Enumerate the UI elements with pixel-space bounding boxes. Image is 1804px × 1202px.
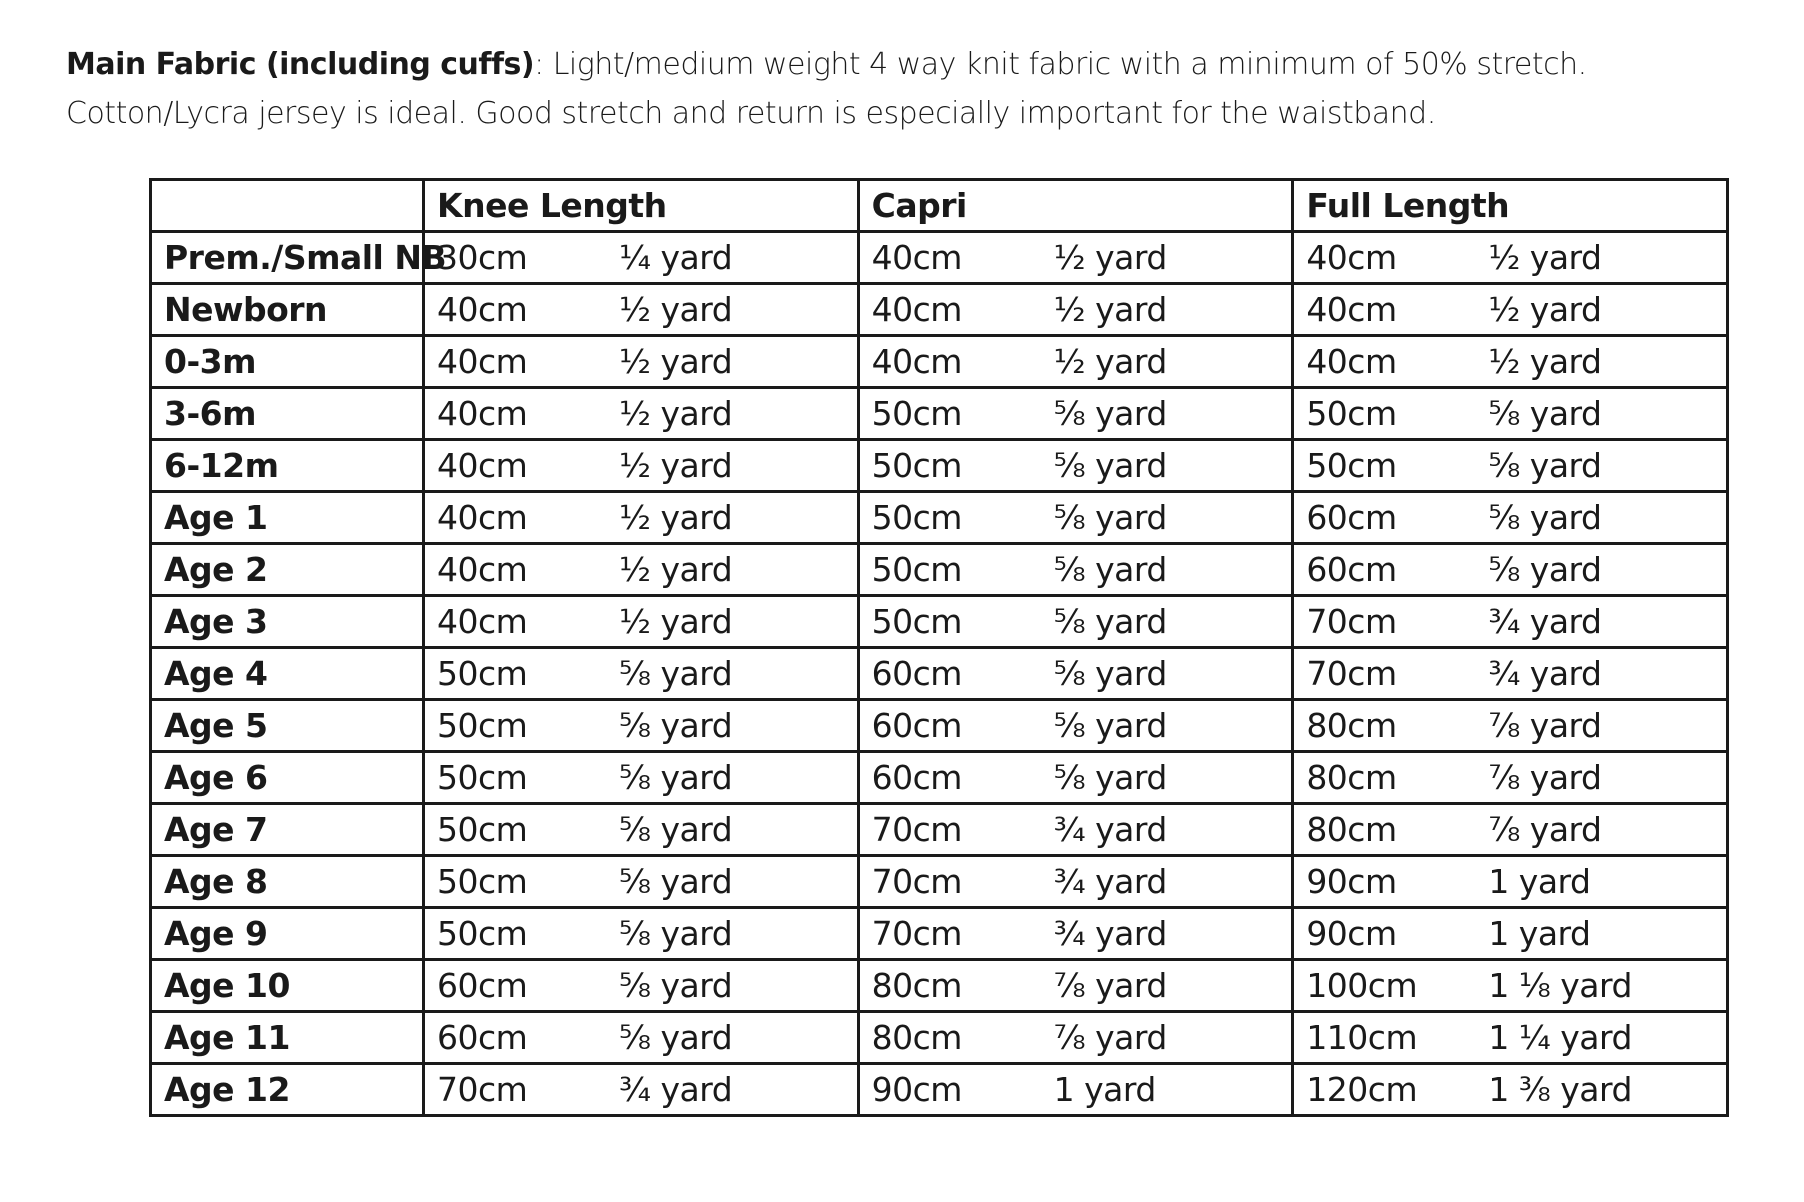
knee-length-cm: 50cm — [437, 914, 528, 953]
full-length-cell — [1293, 1064, 1728, 1116]
size-label: 0-3m — [151, 336, 424, 388]
table-row — [151, 284, 1728, 336]
knee-length-cm: 40cm — [437, 550, 528, 589]
knee-length-cell — [424, 492, 859, 544]
capri-cell — [858, 908, 1293, 960]
size-label: Age 7 — [151, 804, 424, 856]
capri-yard: ⅞ yard — [1053, 1018, 1167, 1057]
capri-yard: ⅝ yard — [1053, 758, 1167, 797]
table-row — [151, 856, 1728, 908]
table-row — [151, 1012, 1728, 1064]
size-label: Age 3 — [151, 596, 424, 648]
knee-length-yard: ⅝ yard — [619, 966, 733, 1005]
table-row — [151, 232, 1728, 284]
capri-cm: 70cm — [871, 862, 962, 901]
knee-length-cell — [424, 856, 859, 908]
table-row — [151, 908, 1728, 960]
size-label: Age 10 — [151, 960, 424, 1012]
capri-yard: ½ yard — [1053, 290, 1167, 329]
size-label: 6-12m — [151, 440, 424, 492]
full-length-cm: 60cm — [1306, 550, 1397, 589]
capri-yard: ¾ yard — [1053, 810, 1167, 849]
table-row — [151, 440, 1728, 492]
knee-length-cell — [424, 804, 859, 856]
full-length-yard: ⅝ yard — [1488, 550, 1602, 589]
full-length-yard: 1 ¼ yard — [1488, 1018, 1632, 1057]
full-length-yard: ⅞ yard — [1488, 810, 1602, 849]
capri-cm: 70cm — [871, 810, 962, 849]
full-length-cm: 80cm — [1306, 810, 1397, 849]
full-length-yard: ⅝ yard — [1488, 498, 1602, 537]
full-length-yard: ⅞ yard — [1488, 706, 1602, 745]
knee-length-cm: 40cm — [437, 446, 528, 485]
capri-cm: 50cm — [871, 394, 962, 433]
table-row — [151, 648, 1728, 700]
full-length-cell — [1293, 1012, 1728, 1064]
knee-length-cm: 70cm — [437, 1070, 528, 1109]
knee-length-cell — [424, 1012, 859, 1064]
table-header-row — [151, 180, 1728, 232]
knee-length-cell — [424, 700, 859, 752]
size-label: Newborn — [151, 284, 424, 336]
full-length-cm: 60cm — [1306, 498, 1397, 537]
knee-length-cm: 40cm — [437, 394, 528, 433]
knee-length-cell — [424, 648, 859, 700]
capri-yard: ⅝ yard — [1053, 602, 1167, 641]
full-length-cell — [1293, 336, 1728, 388]
knee-length-cell — [424, 960, 859, 1012]
capri-yard: ⅝ yard — [1053, 550, 1167, 589]
capri-cm: 40cm — [871, 290, 962, 329]
capri-cm: 40cm — [871, 342, 962, 381]
capri-cm: 50cm — [871, 550, 962, 589]
capri-cm: 70cm — [871, 914, 962, 953]
full-length-cm: 120cm — [1306, 1070, 1418, 1109]
knee-length-yard: ½ yard — [619, 394, 733, 433]
capri-cell — [858, 336, 1293, 388]
capri-cell — [858, 752, 1293, 804]
table-row — [151, 544, 1728, 596]
full-length-cell — [1293, 804, 1728, 856]
knee-length-cm: 50cm — [437, 810, 528, 849]
knee-length-cell — [424, 388, 859, 440]
capri-cm: 50cm — [871, 446, 962, 485]
full-length-cell — [1293, 232, 1728, 284]
full-length-cell — [1293, 492, 1728, 544]
knee-length-cm: 60cm — [437, 966, 528, 1005]
knee-length-cm: 60cm — [437, 1018, 528, 1057]
capri-yard: ⅝ yard — [1053, 654, 1167, 693]
full-length-yard: ½ yard — [1488, 290, 1602, 329]
capri-cm: 80cm — [871, 1018, 962, 1057]
capri-yard: ⅝ yard — [1053, 498, 1167, 537]
capri-cell — [858, 960, 1293, 1012]
table-row — [151, 596, 1728, 648]
full-length-yard: 1 ⅜ yard — [1488, 1070, 1632, 1109]
full-length-cell — [1293, 648, 1728, 700]
capri-cell — [858, 388, 1293, 440]
full-length-cell — [1293, 908, 1728, 960]
knee-length-cell — [424, 544, 859, 596]
header-size — [151, 180, 424, 232]
knee-length-cm: 40cm — [437, 602, 528, 641]
size-label: 3-6m — [151, 388, 424, 440]
full-length-yard: ½ yard — [1488, 238, 1602, 277]
knee-length-cm: 50cm — [437, 654, 528, 693]
full-length-cm: 80cm — [1306, 706, 1397, 745]
size-label: Age 12 — [151, 1064, 424, 1116]
size-label: Age 9 — [151, 908, 424, 960]
size-label: Age 6 — [151, 752, 424, 804]
capri-cell — [858, 492, 1293, 544]
knee-length-cell — [424, 284, 859, 336]
full-length-yard: ⅞ yard — [1488, 758, 1602, 797]
capri-yard: ¾ yard — [1053, 862, 1167, 901]
knee-length-cell — [424, 752, 859, 804]
full-length-cell — [1293, 752, 1728, 804]
intro-lead: Main Fabric (including cuffs) — [66, 47, 535, 82]
capri-yard: ⅝ yard — [1053, 446, 1167, 485]
capri-cell — [858, 856, 1293, 908]
table-row — [151, 804, 1728, 856]
fabric-requirements-table — [149, 178, 1729, 1117]
knee-length-cm: 50cm — [437, 706, 528, 745]
knee-length-yard: ⅝ yard — [619, 862, 733, 901]
size-label: Age 5 — [151, 700, 424, 752]
table-row — [151, 336, 1728, 388]
full-length-cell — [1293, 960, 1728, 1012]
capri-yard: ½ yard — [1053, 238, 1167, 277]
knee-length-cell — [424, 440, 859, 492]
capri-cell — [858, 284, 1293, 336]
knee-length-yard: ½ yard — [619, 446, 733, 485]
capri-cell — [858, 544, 1293, 596]
knee-length-yard: ½ yard — [619, 602, 733, 641]
capri-cell — [858, 1064, 1293, 1116]
intro-text: : Light/medium weight 4 way knit fabric with a minimum of 50% stretch. Cotton/Lycra jersey is ideal. Good stretch and return is especially important for the waistband. — [66, 47, 1587, 131]
full-length-yard: 1 ⅛ yard — [1488, 966, 1632, 1005]
table-row — [151, 388, 1728, 440]
knee-length-yard: ½ yard — [619, 550, 733, 589]
size-label: Age 8 — [151, 856, 424, 908]
knee-length-cm: 40cm — [437, 342, 528, 381]
capri-cm: 50cm — [871, 602, 962, 641]
capri-cm: 60cm — [871, 706, 962, 745]
full-length-cell — [1293, 284, 1728, 336]
knee-length-yard: ¼ yard — [619, 238, 733, 277]
full-length-cell — [1293, 856, 1728, 908]
knee-length-yard: ⅝ yard — [619, 706, 733, 745]
capri-yard: ⅝ yard — [1053, 394, 1167, 433]
table-row — [151, 960, 1728, 1012]
full-length-cm: 40cm — [1306, 290, 1397, 329]
capri-cm: 60cm — [871, 654, 962, 693]
capri-cell — [858, 1012, 1293, 1064]
full-length-cell — [1293, 440, 1728, 492]
knee-length-yard: ½ yard — [619, 498, 733, 537]
capri-cm: 50cm — [871, 498, 962, 537]
knee-length-cell — [424, 232, 859, 284]
capri-cell — [858, 700, 1293, 752]
capri-yard: ⅝ yard — [1053, 706, 1167, 745]
full-length-cm: 90cm — [1306, 862, 1397, 901]
fabric-requirements-intro — [66, 40, 1756, 138]
capri-cell — [858, 648, 1293, 700]
full-length-cm: 70cm — [1306, 602, 1397, 641]
table-row — [151, 1064, 1728, 1116]
full-length-yard: ¾ yard — [1488, 654, 1602, 693]
full-length-cm: 100cm — [1306, 966, 1418, 1005]
table-body — [151, 180, 1728, 1116]
full-length-cm: 40cm — [1306, 342, 1397, 381]
full-length-cm: 80cm — [1306, 758, 1397, 797]
knee-length-yard: ⅝ yard — [619, 758, 733, 797]
capri-yard: 1 yard — [1053, 1070, 1156, 1109]
full-length-cm: 50cm — [1306, 446, 1397, 485]
full-length-cm: 110cm — [1306, 1018, 1418, 1057]
knee-length-cell — [424, 908, 859, 960]
knee-length-yard: ⅝ yard — [619, 1018, 733, 1057]
capri-cell — [858, 440, 1293, 492]
capri-yard: ⅞ yard — [1053, 966, 1167, 1005]
full-length-yard: ½ yard — [1488, 342, 1602, 381]
size-label: Prem./Small NB — [151, 232, 424, 284]
capri-yard: ½ yard — [1053, 342, 1167, 381]
full-length-cm: 90cm — [1306, 914, 1397, 953]
knee-length-cm: 30cm — [437, 238, 528, 277]
knee-length-yard: ¾ yard — [619, 1070, 733, 1109]
header-full-length: Full Length — [1293, 180, 1728, 232]
knee-length-cm: 40cm — [437, 290, 528, 329]
knee-length-cm: 40cm — [437, 498, 528, 537]
table-row — [151, 752, 1728, 804]
full-length-cm: 70cm — [1306, 654, 1397, 693]
full-length-yard: ¾ yard — [1488, 602, 1602, 641]
knee-length-yard: ⅝ yard — [619, 654, 733, 693]
knee-length-yard: ⅝ yard — [619, 914, 733, 953]
size-label: Age 2 — [151, 544, 424, 596]
full-length-cell — [1293, 388, 1728, 440]
capri-cell — [858, 232, 1293, 284]
knee-length-yard: ⅝ yard — [619, 810, 733, 849]
full-length-yard: ⅝ yard — [1488, 394, 1602, 433]
capri-cell — [858, 596, 1293, 648]
table-row — [151, 700, 1728, 752]
knee-length-yard: ½ yard — [619, 342, 733, 381]
full-length-cm: 40cm — [1306, 238, 1397, 277]
full-length-yard: ⅝ yard — [1488, 446, 1602, 485]
size-label: Age 4 — [151, 648, 424, 700]
knee-length-cm: 50cm — [437, 758, 528, 797]
header-capri: Capri — [858, 180, 1293, 232]
table-row — [151, 492, 1728, 544]
knee-length-cm: 50cm — [437, 862, 528, 901]
capri-cell — [858, 804, 1293, 856]
full-length-yard: 1 yard — [1488, 914, 1591, 953]
capri-yard: ¾ yard — [1053, 914, 1167, 953]
capri-cm: 80cm — [871, 966, 962, 1005]
header-knee-length: Knee Length — [424, 180, 859, 232]
size-label: Age 11 — [151, 1012, 424, 1064]
full-length-cm: 50cm — [1306, 394, 1397, 433]
capri-cm: 90cm — [871, 1070, 962, 1109]
capri-cm: 40cm — [871, 238, 962, 277]
full-length-cell — [1293, 596, 1728, 648]
knee-length-cell — [424, 596, 859, 648]
knee-length-cell — [424, 336, 859, 388]
knee-length-cell — [424, 1064, 859, 1116]
knee-length-yard: ½ yard — [619, 290, 733, 329]
full-length-cell — [1293, 544, 1728, 596]
size-label: Age 1 — [151, 492, 424, 544]
full-length-cell — [1293, 700, 1728, 752]
full-length-yard: 1 yard — [1488, 862, 1591, 901]
capri-cm: 60cm — [871, 758, 962, 797]
